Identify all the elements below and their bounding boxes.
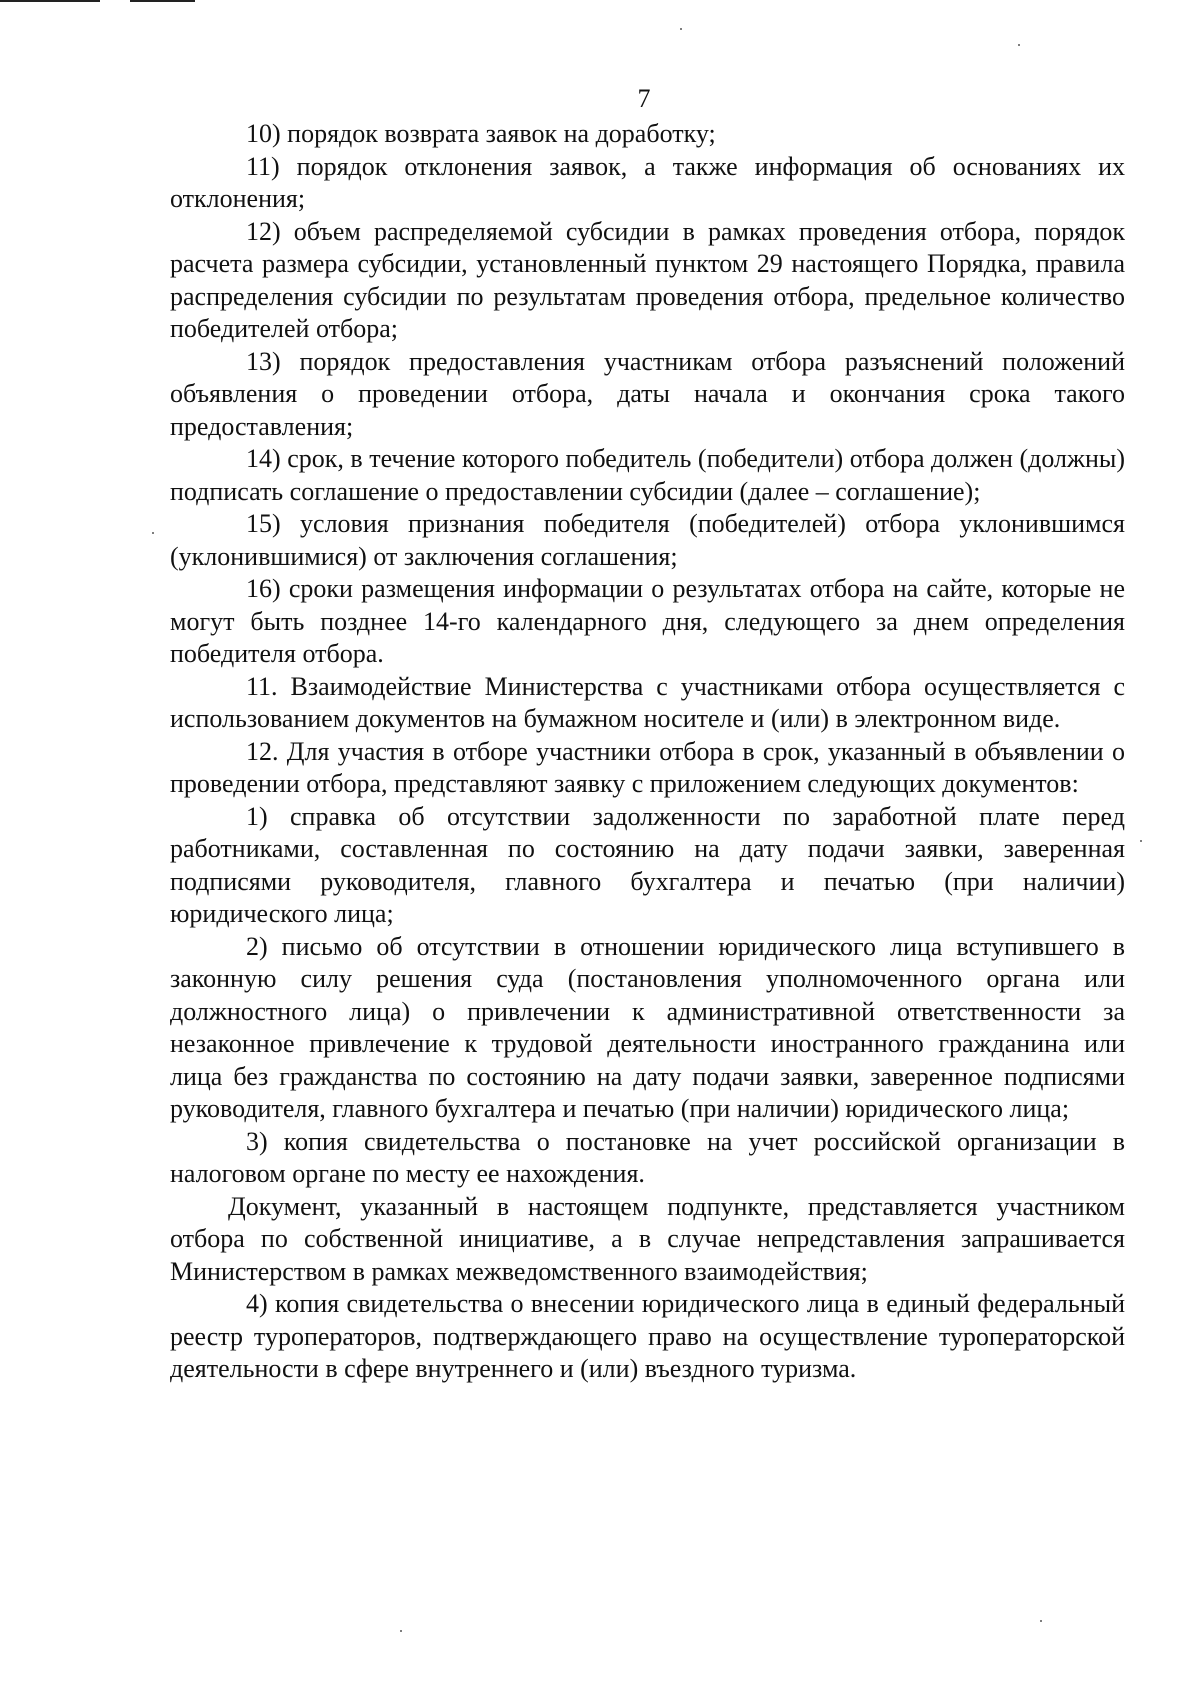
scan-edge-line: [130, 0, 195, 2]
list-item-16: 16) сроки размещения информации о результатах отбора на сайте, которые не могут быть позднее 14-го календарного дня, следующего за днем определения победителя отбора.: [170, 574, 1125, 668]
scan-speck: [1140, 840, 1142, 842]
list-item-12: 12) объем распределяемой субсидии в рамках проведения отбора, порядок расчета размера субсидии, установленный пунктом 29 настоящего Порядка, правила распределения субсидии по результатам проведения отбора, предельное количество победителей отбора;: [170, 216, 1125, 343]
document-item-1: 1) справка об отсутствии задолженности по заработной плате перед работниками, составленная по состоянию на дату подачи заявки, заверенная подписями руководителя, главного бухгалтера и печатью (при наличии) юридического лица;: [170, 801, 1125, 928]
scan-speck: [400, 1630, 402, 1632]
list-item-15: 15) условия признания победителя (победителей) отбора уклонившимся (уклонившимися) от заключения соглашения;: [170, 509, 1125, 571]
list-item-13: 13) порядок предоставления участникам отбора разъяснений положений объявления о проведении отбора, даты начала и окончания срока такого предоставления;: [170, 346, 1125, 441]
document-item-3: 3) копия свидетельства о постановке на учет российской организации в налоговом органе по месту ее нахождения.: [170, 1126, 1125, 1188]
scan-speck: [1018, 44, 1020, 46]
page-number: 7: [637, 84, 651, 113]
clause-11: 11. Взаимодействие Министерства с участниками отбора осуществляется с использованием документов на бумажном носителе и (или) в электронном виде.: [170, 671, 1125, 733]
list-item-14: 14) срок, в течение которого победитель (победители) отбора должен (должны) подписать соглашение о предоставлении субсидии (далее – соглашение);: [170, 444, 1125, 506]
list-item-10: 10) порядок возврата заявок на доработку;: [246, 119, 716, 148]
scan-speck: [680, 28, 682, 30]
scan-edge-line: [0, 0, 100, 2]
document-body: [170, 118, 1125, 1386]
document-item-4: 4) копия свидетельства о внесении юридического лица в единый федеральный реестр туроператоров, подтверждающего право на осуществление туроператорской деятельности в сфере внутреннего и (или) въездного туризма.: [170, 1289, 1125, 1383]
document-item-2: 2) письмо об отсутствии в отношении юридического лица вступившего в законную силу решения суда (постановления уполномоченного органа или должностного лица) о привлечении к административной ответственности за незаконное привлечение к трудовой деятельности иностранного гражданина или лица без гражданства по состоянию на дату подачи заявки, заверенное подписями руководителя, главного бухгалтера и печатью (при наличии) юридического лица;: [170, 931, 1125, 1123]
scan-speck: [1040, 1620, 1042, 1622]
scan-speck: [152, 532, 154, 534]
clause-12: 12. Для участия в отборе участники отбора в срок, указанный в объявлении о проведении отбора, представляют заявку с приложением следующих документов:: [170, 736, 1125, 798]
list-item-11: 11) порядок отклонения заявок, а также информация об основаниях их отклонения;: [170, 151, 1125, 213]
document-item-3-note: Документ, указанный в настоящем подпункте, представляется участником отбора по собственной инициативе, а в случае непредставления запрашивается Министерством в рамках межведомственного взаимодействия;: [170, 1191, 1125, 1286]
